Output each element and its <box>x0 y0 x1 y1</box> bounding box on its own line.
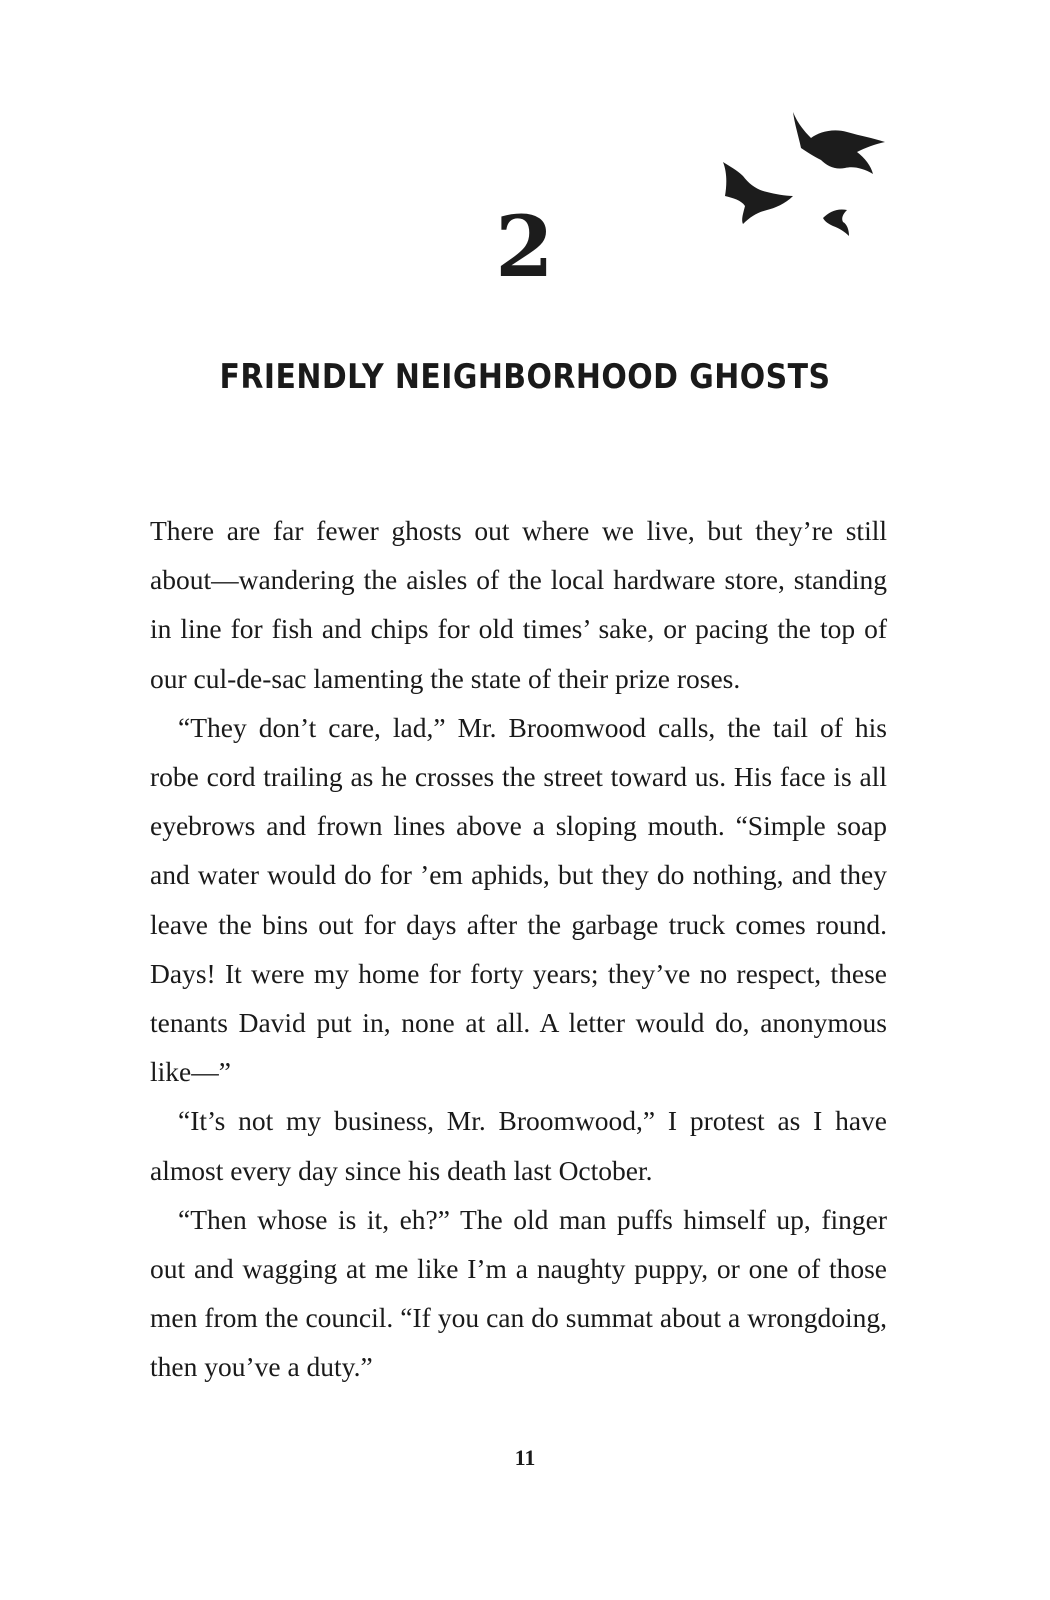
bird-icon <box>793 112 885 174</box>
chapter-title: FRIENDLY NEIGHBORHOOD GHOSTS <box>219 357 831 397</box>
paragraph: “It’s not my business, Mr. Broomwood,” I protest as I have almost every day since his death last October. <box>150 1105 887 1186</box>
chapter-body <box>150 506 887 1392</box>
chapter-number: 2 <box>495 197 555 296</box>
page-number: 11 <box>514 1445 536 1470</box>
paragraph: “Then whose is it, eh?” The old man puffs himself up, finger out and wagging at me like I’m a naughty puppy, or one of those men from the council. “If you can do summat about a wrongdoing, then you’ve a duty.” <box>150 1203 887 1383</box>
paragraph: There are far fewer ghosts out where we live, but they’re still about—wandering the aisles of the local hardware store, standing in line for fish and chips for old times’ sake, or pacing the top of our cul-de-sac lamenting the state of their prize roses. <box>150 515 887 694</box>
paragraph: “They don’t care, lad,” Mr. Broomwood calls, the tail of his robe cord trailing as he crosses the street toward us. His face is all eyebrows and frown lines above a sloping mouth. “Simple soap and water would do for ’em aphids, but they do nothing, and they leave the bins out for days after the garbage truck comes round. Days! It were my home for forty years; they’ve no respect, these tenants David put in, none at all. A letter would do, anonymous like—” <box>150 711 887 1088</box>
